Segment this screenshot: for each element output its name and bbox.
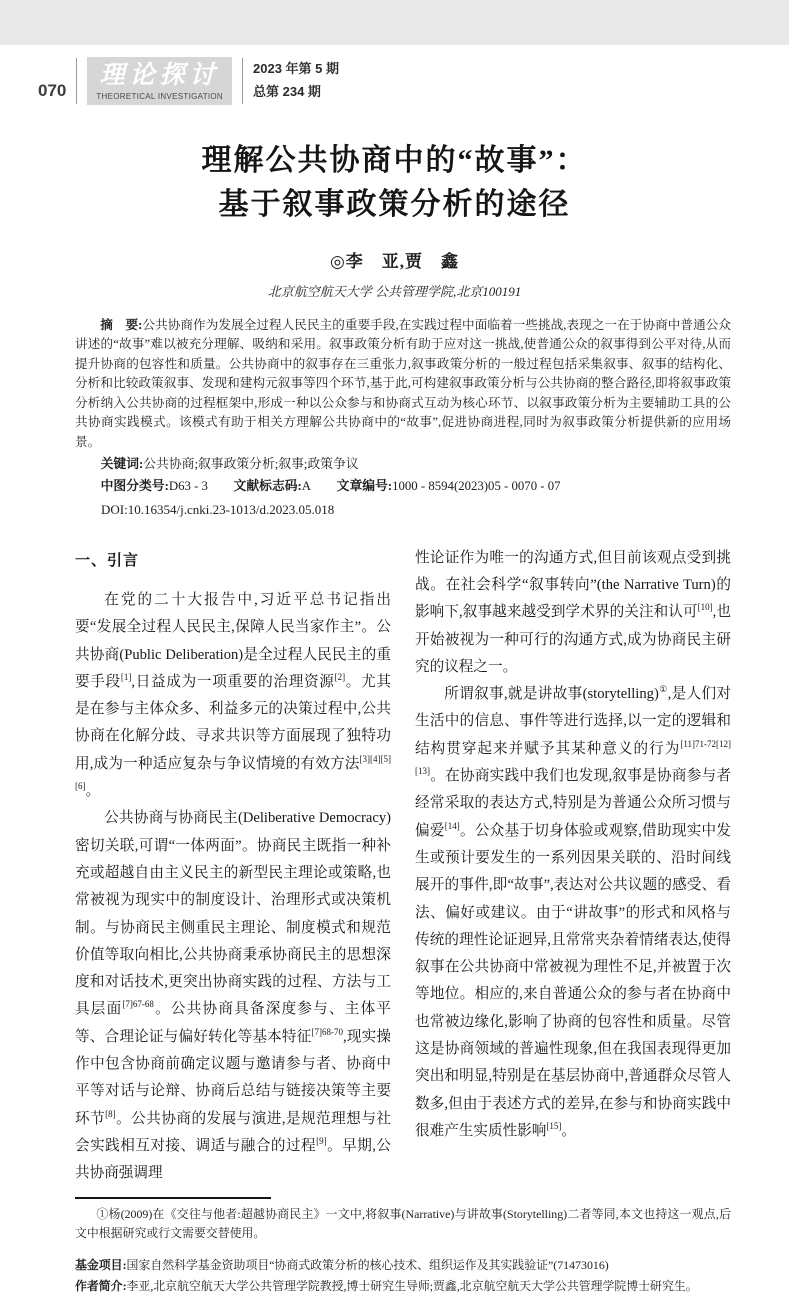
journal-logo bbox=[87, 57, 232, 105]
paragraph: 在党的二十大报告中,习近平总书记指出要“发展全过程人民民主,保障人民当家作主”。公共协商(Public Deliberation)是全过程人民民主的重要手段[1],日益成为一项重要的治理资源[2]。尤其是在参与主体众多、利益多元的决策过程中,公共协商在化解分歧、寻求共识等方面展现了独特功用,成为一种适应复杂与争议情境的有效方法[3][4][5][6]。 bbox=[75, 591, 391, 800]
bio-line bbox=[75, 1277, 731, 1297]
citation-superscript: ① bbox=[658, 684, 668, 695]
journal-logo-english: THEORETICAL INVESTIGATION bbox=[96, 91, 223, 101]
citation-superscript: [7]67-68 bbox=[122, 999, 154, 1010]
keywords-line bbox=[75, 453, 731, 475]
authors-line: ◎李 亚,贾 鑫 bbox=[329, 251, 460, 271]
citation-superscript: [10] bbox=[697, 602, 713, 613]
article-title-line2: 基于叙事政策分析的途径 bbox=[218, 187, 571, 221]
footnote bbox=[75, 1205, 731, 1242]
header-divider bbox=[76, 58, 77, 104]
funding-text: 国家自然科学基金资助项目“协商式政策分析的核心技术、组织运作及其实践验证”(71473016) bbox=[126, 1257, 609, 1272]
bio-text: 李亚,北京航空航天大学公共管理学院教授,博士研究生导师;贾鑫,北京航空航天大学公共管理学院博士研究生。 bbox=[126, 1279, 698, 1294]
keywords-text: 公共协商;叙事政策分析;叙事;政策争议 bbox=[143, 456, 359, 471]
footer-notes bbox=[75, 1256, 731, 1297]
issue-line: 2023 年第 5 期 bbox=[253, 61, 339, 76]
left-column-paragraphs bbox=[75, 587, 391, 1188]
right-column-paragraphs bbox=[415, 545, 731, 1146]
doi-line: DOI:10.16354/j.cnki.23-1013/d.2023.05.018 bbox=[101, 501, 335, 517]
body-left-column bbox=[75, 545, 391, 1188]
section-heading: 一、引言 bbox=[75, 551, 140, 569]
abstract-text: 公共协商作为发展全过程人民民主的重要手段,在实践过程中面临着一些挑战,表现之一在于协商中普通公众讲述的“故事”难以被充分理解、吸纳和采用。叙事政策分析有助于应对这一挑战,使普通公众的叙事得到公平对待,从而提升协商的包容性和质量。公共协商中的叙事存在三重张力,叙事政策分析的一般过程包括采集叙事、叙事的结构化、分析和比较政策叙事、发现和建构元叙事等四个环节,基于此,可构建叙事政策分析与公共协商的整合路径,即将叙事政策分析纳入公共协商的过程框架中,形成一种以公众参与和协商式互动为核心环节、以叙事政策分析为主要辅助工具的公共协商实践模式。该模式有助于相关方理解公共协商中的“故事”,促进协商进程,同时为叙事政策分析提供新的应用场景。 bbox=[75, 317, 731, 450]
citation-superscript: [2] bbox=[334, 671, 346, 682]
meta-line bbox=[75, 475, 731, 497]
citation-superscript: [8] bbox=[105, 1108, 116, 1119]
citation-superscript: [11]71-72[12][13] bbox=[415, 738, 731, 777]
citation-superscript: [9] bbox=[316, 1136, 327, 1147]
article-title-line1: 理解公共协商中的“故事”： bbox=[201, 143, 588, 177]
issue-line: 总第 234 期 bbox=[253, 83, 321, 99]
funding-label: 基金项目: bbox=[75, 1257, 127, 1272]
article-id-label: 文章编号: bbox=[336, 478, 393, 493]
keywords-label: 关键词: bbox=[100, 456, 144, 471]
funding-line bbox=[75, 1256, 731, 1276]
bio-label: 作者简介: bbox=[75, 1279, 127, 1294]
clc-value: D63 - 3 bbox=[168, 478, 208, 493]
paragraph: ①杨(2009)在《交往与他者:超越协商民主》一文中,将叙事(Narrative)与讲故事(Storytelling)二者等同,本文也持这一观点,后文中根据研究或行文需要交替使用。 bbox=[75, 1207, 731, 1241]
journal-header bbox=[38, 57, 789, 105]
citation-superscript: [3][4][5][6] bbox=[75, 753, 391, 792]
header-divider bbox=[242, 58, 243, 104]
paragraph: 性论证作为唯一的沟通方式,但目前该观点受到挑战。在社会科学“叙事转向”(the Narrative Turn)的影响下,叙事越来越受到学术界的关注和认可[10],也开始被视为一种可行的沟通方式,成为协商民主研究的议程之一。 bbox=[415, 549, 732, 675]
paragraph: 公共协商与协商民主(Deliberative Democracy)密切关联,可谓“一体两面”。协商民主既指一种补充或超越自由主义民主的新型民主理论或策略,也常被视为现实中的制度设计、治理形式或决策机制。与协商民主侧重民主理论、制度模式和规范价值等取向相比,公共协商秉承协商民主的思想深度和对话技术,更突出协商实践的过程、方法与工具层面$^{[7]67-68}$。公共协商具备深度参与、主体平等、合理论证与偏好转化等基本特征$^{[7]68-70}$,现实操作中包含协商前确定议题与邀请参与者、协商中平等对话与论辩、协商后总结与链接决策等主要环节[8]。公共协商的发展与演进,是规范理想与社会实践相互对接、调适与融合的过程[9]。早期,公共协商强调理 bbox=[75, 810, 391, 1182]
paragraph: 所谓叙事,就是讲故事(storytelling)①,是人们对生活中的信息、事件等进行选择,以一定的逻辑和结构贯穿起来并赋予其某种意义的行为[11]71-72[12][13]。在协商实践中我们也发现,叙事是协商参与者经常采取的表达方式,特别是为普通公众所习惯与偏爱[14]。公众基于切身体验或观察,借助现实中发生或预计要发生的一系列因果关联的、沿时间线展开的事件,即“故事”,表达对公共议题的感受、看法、偏好或建议。由于“讲故事”的形式和风格与传统的理性论证迥异,且常常夹杂着情绪表达,使得叙事在公共协商中常被视为理性不足,并被置于次等地位。相应的,来自普通公众的参与者在协商中也常被边缘化,影响了协商的包容性和质量。尽管这是协商领域的普遍性现象,但在我国表现得更加突出和明显,特别是在基层协商中,普通群众尽管人数多,但由于表述方式的差异,在参与和协商实践中很难产生实质性影响[15]。 bbox=[415, 684, 731, 1139]
article-title bbox=[0, 139, 789, 227]
page-number: 070 bbox=[38, 80, 67, 100]
scan-top-strip bbox=[0, 0, 789, 45]
citation-superscript: [7]68-70 bbox=[311, 1026, 343, 1037]
body-columns bbox=[75, 545, 731, 1188]
body-right-column bbox=[415, 545, 731, 1188]
citation-superscript: [14] bbox=[444, 820, 460, 831]
article-id-value: 1000 - 8594(2023)05 - 0070 - 07 bbox=[392, 478, 561, 493]
clc-label: 中图分类号: bbox=[100, 478, 169, 493]
issue-info bbox=[253, 58, 339, 104]
abstract-label: 摘 要: bbox=[100, 317, 143, 332]
doc-code-label: 文献标志码: bbox=[233, 478, 302, 493]
citation-superscript: [1] bbox=[120, 671, 132, 682]
journal-logo-chinese: 理论探讨 bbox=[99, 62, 220, 89]
footnote-rule bbox=[75, 1197, 271, 1199]
citation-superscript: [15] bbox=[546, 1121, 562, 1132]
doc-code-value: A bbox=[301, 478, 312, 493]
affiliation-line: 北京航空航天大学 公共管理学院,北京100191 bbox=[267, 283, 522, 299]
front-matter bbox=[75, 316, 731, 521]
abstract bbox=[75, 316, 731, 453]
